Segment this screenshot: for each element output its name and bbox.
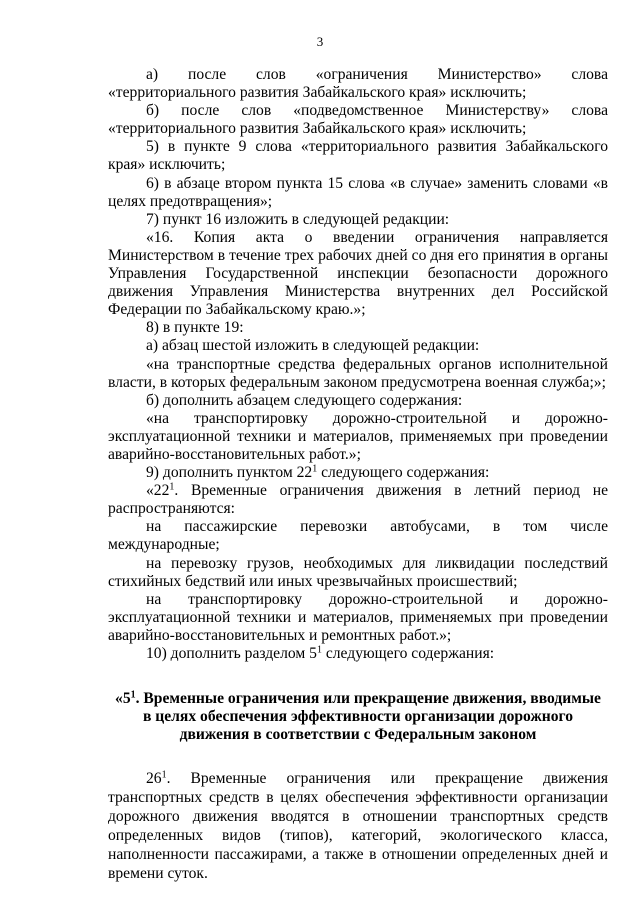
paragraph-8a-text: «на транспортные средства федеральных органов исполнительной власти, в которых федеральным законом предусмотрена военная служба;»; [108, 355, 608, 391]
paragraph-point-16: «16. Копия акта о введении ограничения направляется Министерством в течение трех рабочих дней со дня его принятия в органы Управления Государственной инспекции безопасности дорожного движения Управления Министерства внутренних дел Российской Федерации по Забайкальскому краю.»; [108, 228, 608, 319]
paragraph-item-9: 9) дополнить пунктом $22^1$ следующего содержания: [146, 463, 490, 482]
paragraph-item-7: 7) пункт 16 изложить в следующей редакции: [146, 210, 450, 228]
paragraph-8b: б) дополнить абзацем следующего содержания: [146, 391, 463, 409]
paragraph-point-22-1: «$22^1$. Временные ограничения движения в летний период не распространяются: [108, 481, 608, 518]
page-number: 3 [316, 34, 324, 49]
paragraph-point-26-1: $26^1$. Временные ограничения или прекращение движения транспортных средств в целях обеспечения эффективности организации дорожного движения вводятся в отношении транспортных средств определенных видов (типов), категорий, экологического класса, наполненности пассажирами, а также в отношении определенных дней и времени суток. [108, 769, 608, 883]
paragraph-b-after-words: б) после слов «подведомственное Министерству» слова «территориального развития Забайкальского края» исключить; [108, 102, 608, 138]
paragraph-item-10: 10) дополнить разделом $5^1$ следующего содержания: [146, 644, 495, 662]
paragraph-8b-text: «на транспортировку дорожно-строительной и дорожно-эксплуатационной техники и материалов, применяемых при проведении аварийно-восстановительных работ.»; [108, 409, 608, 463]
list-item: на транспортировку дорожно-строительной и дорожно-эксплуатационной техники и материалов, применяемых при проведении аварийно-восстановительных и ремонтных работ.»; [108, 590, 608, 644]
paragraph-a-after-words: а) после слов «ограничения Министерство» слова «территориального развития Забайкальского края» исключить; [108, 66, 608, 102]
paragraph-item-8: 8) в пункте 19: [146, 319, 244, 337]
list-item: на перевозку грузов, необходимых для ликвидации последствий стихийных бедствий или иных чрезвычайных происшествий; [108, 554, 608, 590]
list-item: на пассажирские перевозки автобусами, в том числе международные; [108, 518, 608, 554]
paragraph-item-6: 6) в абзаце втором пункта 15 слова «в случае» заменить словами «в целях предотвращения»; [108, 174, 608, 210]
paragraph-item-5: 5) в пункте 9 слова «территориального развития Забайкальского края» исключить; [108, 138, 608, 174]
paragraph-8a: а) абзац шестой изложить в следующей редакции: [146, 337, 480, 355]
document-body [108, 66, 608, 883]
section-heading: «$5^1$. Временные ограничения или прекращение движения, вводимые в целях обеспечения эффективности организации дорожного движения в соответствии с Федеральным законом [115, 689, 601, 744]
